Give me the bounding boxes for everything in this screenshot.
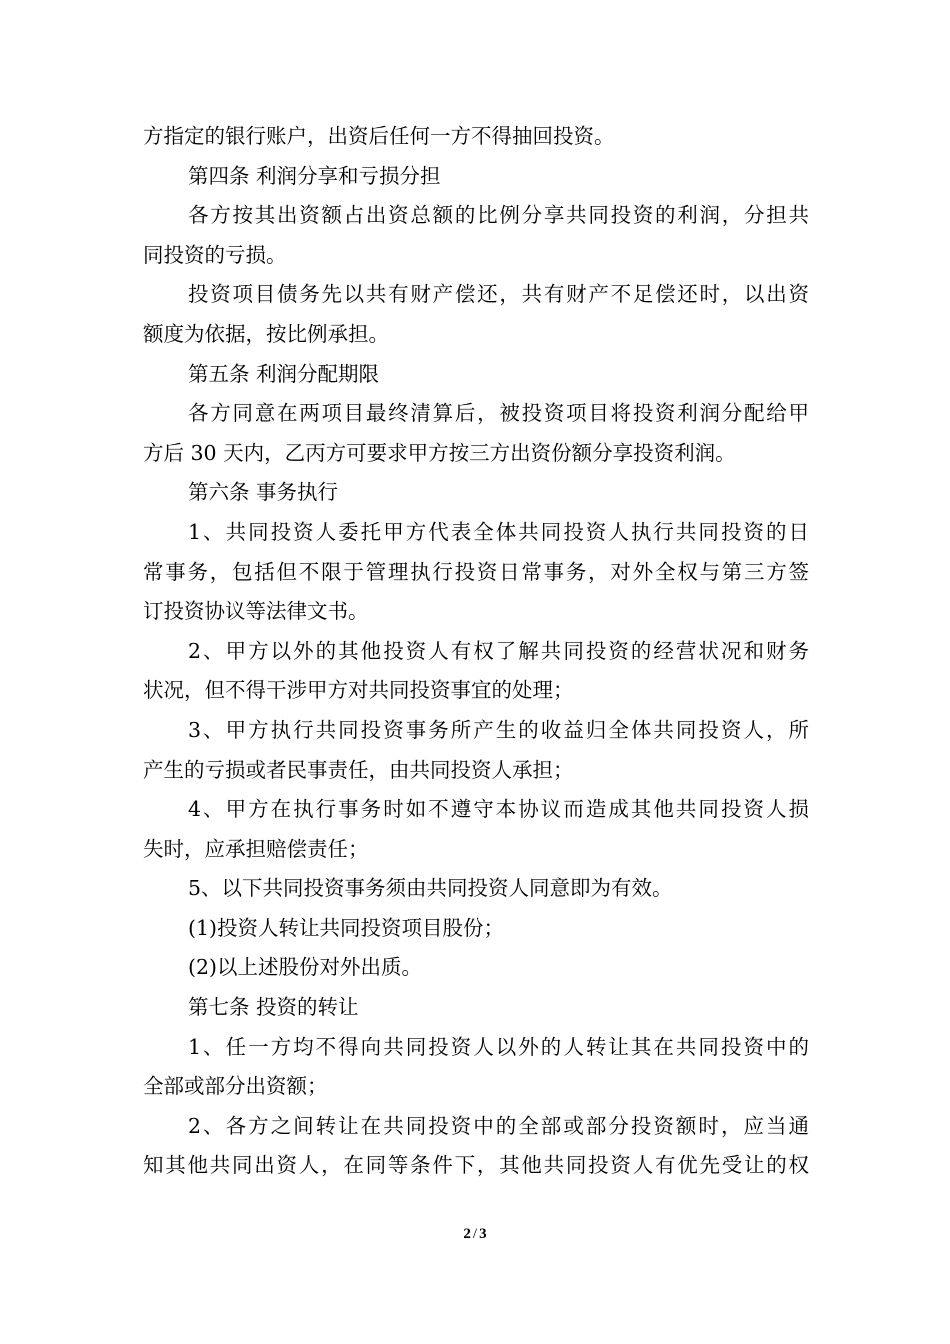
text-line: (1)投资人转让共同投资项目股份； — [188, 915, 505, 940]
text-line: 产生的亏损或者民事责任，由共同投资人承担； — [143, 757, 574, 782]
text-line: 全部或部分出资额； — [143, 1074, 328, 1099]
page-number — [0, 1226, 950, 1243]
text-line: 第四条 利润分享和亏损分担 — [188, 163, 441, 188]
text-line: 1、任一方均不得向共同投资人以外的人转让其在共同投资中的 — [188, 1034, 809, 1059]
text-line: 2、各方之间转让在共同投资中的全部或部分投资额时，应当通 — [188, 1113, 809, 1138]
text-line: 常事务，包括但不限于管理执行投资日常事务，对外全权与第三方签 — [143, 559, 809, 584]
text-line: 知其他共同出资人，在同等条件下，其他共同投资人有优先受让的权 — [143, 1153, 809, 1178]
text-line: 各方按其出资额占出资总额的比例分享共同投资的利润，分担共 — [188, 203, 809, 228]
text-line: 方后 30 天内，乙丙方可要求甲方按三方出资份额分享投资利润。 — [143, 440, 736, 465]
text-line: 第六条 事务执行 — [188, 480, 339, 505]
text-line: 3、甲方执行共同投资事务所产生的收益归全体共同投资人，所 — [188, 717, 809, 742]
text-line: 1、共同投资人委托甲方代表全体共同投资人执行共同投资的日 — [188, 519, 809, 544]
text-line: 状况，但不得干涉甲方对共同投资事宜的处理； — [143, 678, 574, 703]
page-number-separator: / — [472, 1226, 478, 1242]
text-line: 失时，应承担赔偿责任； — [143, 836, 369, 861]
text-line: 2、甲方以外的其他投资人有权了解共同投资的经营状况和财务 — [188, 638, 809, 663]
text-line: 第七条 投资的转让 — [188, 995, 359, 1020]
text-line: 订投资协议等法律文书。 — [143, 599, 369, 624]
text-line: (2)以上述股份对外出质。 — [188, 955, 423, 980]
text-line: 同投资的亏损。 — [143, 242, 287, 267]
text-line: 各方同意在两项目最终清算后，被投资项目将投资利润分配给甲 — [188, 401, 809, 426]
document-body — [143, 117, 809, 1186]
current-page-number: 2 — [463, 1226, 471, 1242]
text-line: 方指定的银行账户，出资后任何一方不得抽回投资。 — [143, 124, 615, 148]
total-page-count: 3 — [479, 1226, 487, 1242]
text-line: 4、甲方在执行事务时如不遵守本协议而造成其他共同投资人损 — [188, 797, 809, 822]
text-line: 额度为依据，按比例承担。 — [143, 321, 389, 346]
text-line: 第五条 利润分配期限 — [188, 361, 380, 386]
text-line: 5、以下共同投资事务须由共同投资人同意即为有效。 — [188, 876, 673, 901]
text-line: 投资项目债务先以共有财产偿还，共有财产不足偿还时，以出资 — [188, 282, 809, 307]
